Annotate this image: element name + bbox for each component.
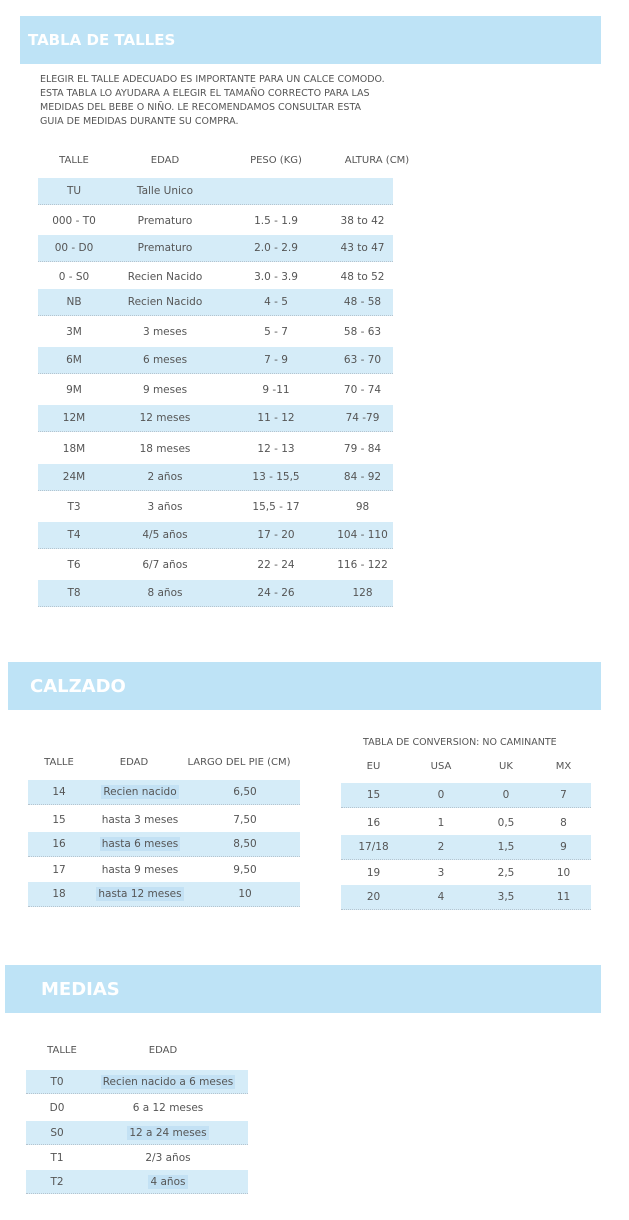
table-cell: 48 to 52	[340, 270, 385, 283]
table-cell: 98	[355, 500, 370, 513]
table-row	[38, 235, 393, 262]
table-cell: 6 meses	[142, 354, 188, 366]
table-cell: 00 - D0	[54, 242, 94, 254]
cell-highlight: Recien nacido a 6 meses	[102, 1075, 234, 1088]
table-cell: T3	[67, 500, 81, 513]
cell-highlight: 12 a 24 meses	[129, 1126, 207, 1139]
table-cell: 12M	[62, 412, 86, 424]
table-cell: D0	[49, 1102, 65, 1114]
table-cell: 104 - 110	[337, 529, 388, 541]
intro-line: ELEGIR EL TALLE ADECUADO ES IMPORTANTE PARA UN CALCE COMODO.	[40, 74, 385, 85]
table-cell: 17 - 20	[257, 529, 295, 541]
table-cell: 15	[52, 813, 66, 826]
calzado-title: CALZADO	[30, 675, 126, 697]
table-cell: Recien Nacido	[127, 270, 203, 283]
table-row	[26, 1170, 248, 1194]
table-cell	[90, 888, 190, 900]
talles-intro	[40, 73, 420, 129]
table-row	[38, 263, 393, 290]
table-cell: 11	[556, 891, 571, 903]
table-cell: 1,5	[497, 841, 515, 853]
table-cell: S0	[50, 1126, 64, 1139]
table-cell: 6M	[66, 354, 82, 366]
table-cell: 18 meses	[139, 442, 191, 455]
column-header: MX	[555, 760, 572, 772]
table-row	[38, 405, 393, 432]
table-row	[341, 835, 591, 860]
table-cell: 12 - 13	[257, 442, 295, 455]
calzado-table	[28, 752, 300, 912]
table-row	[341, 885, 591, 910]
table-row	[341, 810, 591, 835]
table-cell: 6,50	[233, 786, 257, 798]
table-cell: 20	[366, 891, 381, 903]
table-cell: 4	[437, 891, 445, 903]
table-cell: NB	[66, 296, 82, 308]
table-cell: 2	[437, 841, 445, 853]
table-cell: Talle Unico	[136, 185, 194, 197]
table-cell: 2 años	[147, 471, 183, 483]
table-row	[38, 580, 393, 607]
table-cell: 1.5 - 1.9	[254, 214, 298, 227]
table-cell: 7 - 9	[264, 354, 288, 366]
table-cell: T8	[67, 587, 81, 599]
table-cell: T0	[50, 1075, 64, 1088]
table-cell: 0,5	[497, 816, 515, 829]
table-cell: 3,5	[497, 891, 515, 903]
table-cell: Prematuro	[137, 242, 193, 254]
table-cell: 17	[52, 863, 66, 876]
table-row	[38, 435, 393, 462]
table-cell: 000 - T0	[52, 214, 96, 227]
table-cell: 13 - 15,5	[252, 471, 300, 483]
table-cell: 9,50	[233, 863, 257, 876]
table-cell: 3	[437, 866, 445, 879]
table-cell: 4/5 años	[142, 529, 188, 541]
column-header: UK	[499, 760, 513, 772]
table-cell: T2	[50, 1175, 64, 1188]
table-cell: 2.0 - 2.9	[254, 242, 298, 254]
medias-title: MEDIAS	[41, 978, 120, 1000]
table-cell: 7	[560, 789, 567, 801]
table-cell: hasta 9 meses	[101, 863, 179, 876]
table-cell: 14	[52, 786, 66, 798]
table-cell: 2/3 años	[145, 1152, 191, 1164]
cell-highlight: Recien nacido	[103, 786, 177, 798]
table-cell: 9 meses	[142, 383, 188, 396]
table-row	[38, 178, 393, 205]
column-header: TALLE	[59, 154, 89, 166]
table-cell: 6 a 12 meses	[132, 1102, 204, 1114]
table-cell: 38 to 42	[340, 214, 385, 227]
table-cell: 3 años	[147, 500, 183, 513]
column-header: LARGO DEL PIE (CM)	[187, 756, 291, 768]
medias-table	[26, 1040, 248, 1200]
table-cell: 16	[52, 838, 66, 850]
table-cell: 8,50	[233, 838, 257, 850]
table-row	[38, 551, 393, 578]
table-cell: 15	[366, 789, 381, 801]
table-cell: 22 - 24	[257, 558, 295, 571]
intro-line: MEDIDAS DEL BEBE O NIÑO. LE RECOMENDAMOS CONSULTAR ESTA	[40, 102, 362, 113]
table-cell: 0	[437, 789, 445, 801]
table-cell: 63 - 70	[343, 354, 382, 366]
table-row	[28, 832, 300, 857]
talles-banner	[20, 16, 601, 64]
column-header: USA	[430, 760, 452, 772]
table-cell: 58 - 63	[343, 325, 382, 338]
column-header: TALLE	[47, 1044, 77, 1056]
table-cell: hasta 3 meses	[101, 813, 179, 826]
intro-line: GUIA DE MEDIDAS DURANTE SU COMPRA.	[40, 116, 239, 127]
table-cell: 48 - 58	[343, 296, 382, 308]
table-row	[26, 1096, 248, 1120]
table-row	[26, 1070, 248, 1094]
cell-highlight: hasta 6 meses	[101, 838, 179, 850]
table-cell	[88, 1127, 248, 1139]
table-header	[38, 150, 410, 170]
table-cell: 15,5 - 17	[252, 500, 300, 513]
column-header: EU	[366, 760, 381, 772]
medias-banner	[5, 965, 601, 1013]
table-row	[28, 780, 300, 805]
table-cell: Recien Nacido	[127, 296, 203, 308]
table-cell: 2,5	[497, 866, 515, 879]
column-header: EDAD	[150, 154, 180, 166]
table-cell: 74 -79	[345, 412, 380, 424]
table-cell: 3 meses	[142, 325, 188, 338]
table-cell: 9 -11	[262, 383, 290, 396]
table-cell	[88, 1176, 248, 1188]
table-row	[38, 347, 393, 374]
table-cell: 7,50	[233, 813, 257, 826]
table-cell: Prematuro	[137, 214, 193, 227]
table-row	[38, 318, 393, 345]
table-cell: 5 - 7	[264, 325, 288, 338]
table-cell: 128	[352, 587, 373, 599]
conversion-title: TABLA DE CONVERSION: NO CAMINANTE	[363, 737, 557, 748]
cell-highlight: 4 años	[150, 1175, 186, 1188]
intro-line: ESTA TABLA LO AYUDARA A ELEGIR EL TAMAÑO CORRECTO PARA LAS	[40, 88, 370, 99]
table-cell: 18	[52, 888, 66, 900]
table-cell: 9M	[66, 383, 82, 396]
table-header	[28, 752, 300, 772]
table-row	[38, 464, 393, 491]
table-cell: 79 - 84	[343, 442, 382, 455]
column-header: ALTURA (CM)	[344, 154, 410, 166]
table-cell: 116 - 122	[337, 558, 388, 571]
talles-table	[38, 150, 410, 610]
column-header: EDAD	[119, 756, 149, 768]
table-cell: 3M	[66, 325, 82, 338]
table-row	[341, 860, 591, 885]
talles-title: TABLA DE TALLES	[28, 31, 176, 49]
table-cell: 12 meses	[139, 412, 191, 424]
table-cell: 0	[502, 789, 510, 801]
table-row	[38, 289, 393, 316]
table-cell: 84 - 92	[343, 471, 382, 483]
table-header	[341, 757, 591, 775]
table-cell: 24M	[62, 471, 86, 483]
table-row	[38, 522, 393, 549]
table-cell: 18M	[62, 442, 86, 455]
table-cell: 8	[560, 816, 567, 829]
table-cell: 19	[366, 866, 381, 879]
table-cell: T6	[67, 558, 81, 571]
table-cell: T4	[67, 529, 81, 541]
table-cell: 16	[366, 816, 381, 829]
table-cell	[88, 1076, 248, 1088]
table-row	[341, 783, 591, 808]
table-cell: 8 años	[147, 587, 183, 599]
table-header	[26, 1040, 248, 1060]
table-row	[26, 1121, 248, 1145]
cell-highlight: hasta 12 meses	[98, 888, 182, 900]
table-cell: 0 - S0	[58, 270, 90, 283]
table-row	[38, 376, 393, 403]
calzado-banner	[8, 662, 601, 710]
table-cell: T1	[50, 1152, 64, 1164]
table-cell: 9	[560, 841, 567, 853]
table-row	[38, 207, 393, 234]
table-cell	[90, 838, 190, 850]
table-row	[28, 807, 300, 832]
conversion-table	[341, 757, 591, 912]
table-row	[28, 857, 300, 882]
table-cell: 10	[238, 888, 252, 900]
table-cell: 10	[556, 866, 571, 879]
table-cell: 43 to 47	[340, 242, 385, 254]
table-cell: 6/7 años	[142, 558, 188, 571]
table-row	[28, 882, 300, 907]
table-cell: 17/18	[358, 841, 389, 853]
table-row	[26, 1146, 248, 1170]
table-row	[38, 493, 393, 520]
table-cell: 1	[437, 816, 445, 829]
table-cell: 70 - 74	[343, 383, 382, 396]
table-cell	[90, 786, 190, 798]
table-cell: TU	[66, 185, 82, 197]
table-cell: 3.0 - 3.9	[254, 270, 298, 283]
column-header: TALLE	[44, 756, 74, 768]
column-header: EDAD	[148, 1044, 178, 1056]
table-cell: 24 - 26	[257, 587, 295, 599]
table-cell: 11 - 12	[257, 412, 295, 424]
table-cell: 4 - 5	[264, 296, 288, 308]
column-header: PESO (KG)	[250, 154, 302, 166]
